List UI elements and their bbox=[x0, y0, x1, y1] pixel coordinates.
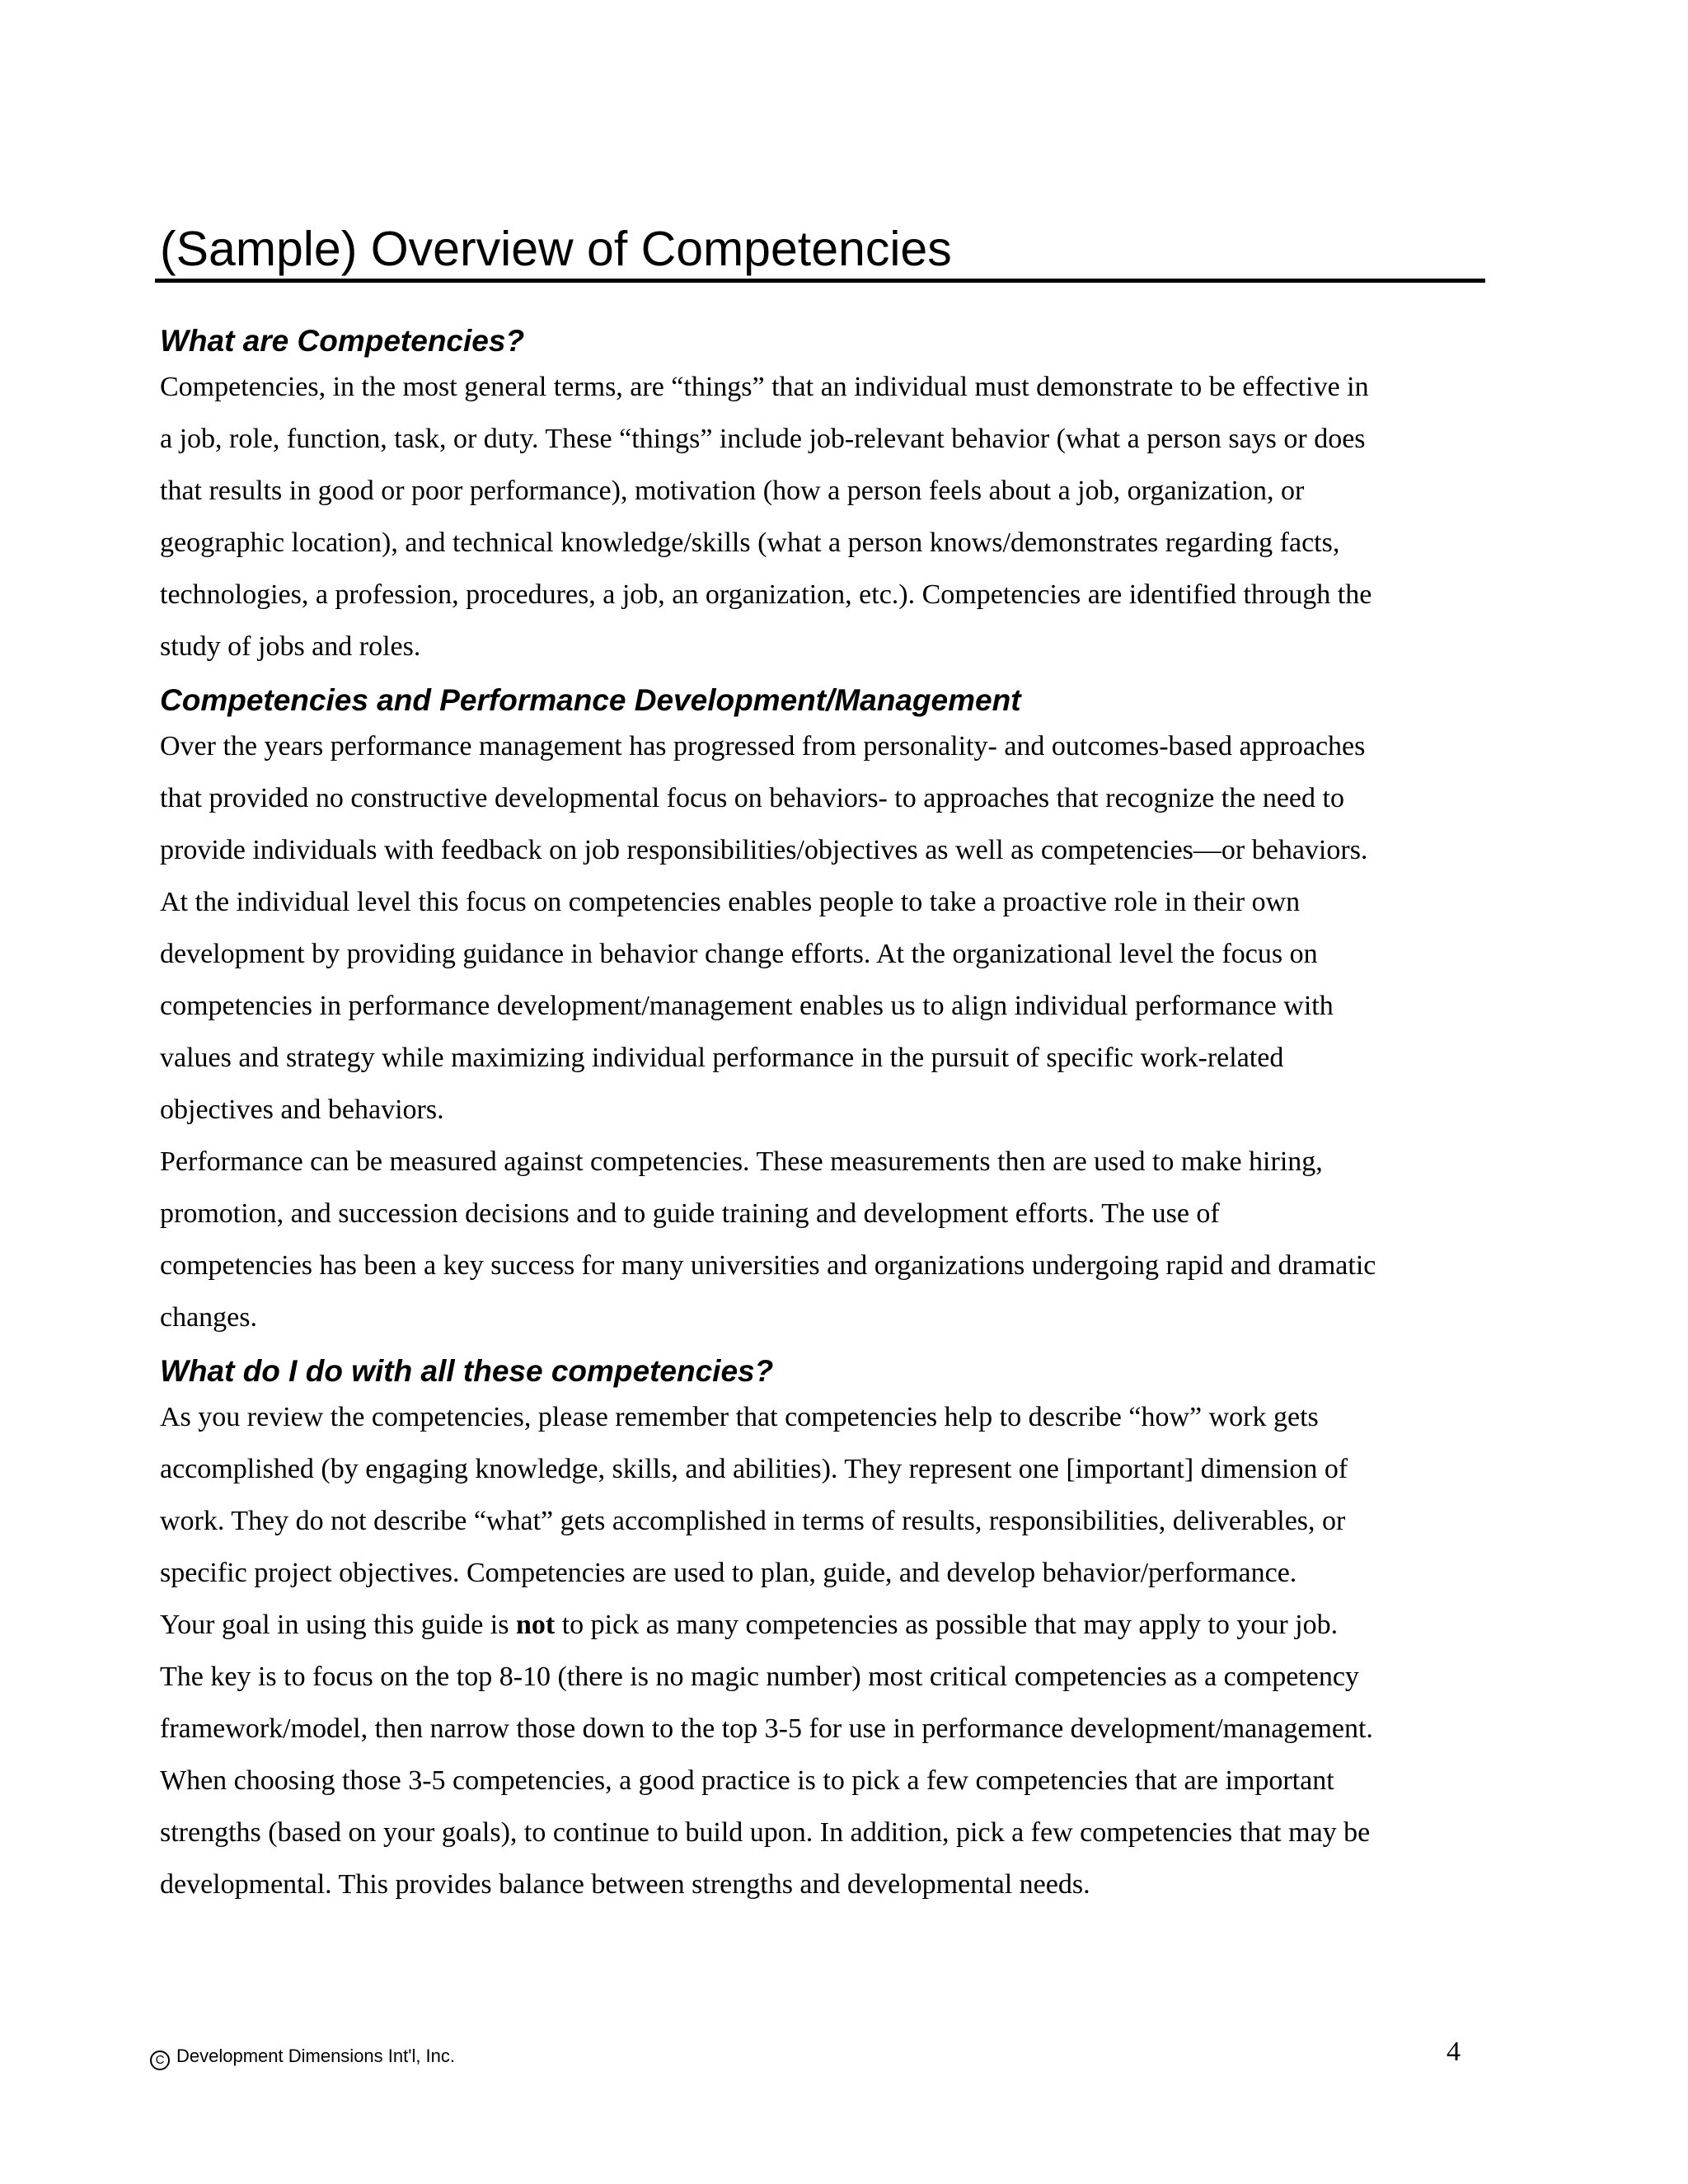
paragraph bbox=[160, 1136, 1495, 1343]
paragraph bbox=[160, 1599, 1495, 1910]
text-line: that provided no constructive developmental focus on behaviors- to approaches that recognize the need to bbox=[160, 783, 1344, 813]
text-line: competencies has been a key success for many universities and organizations undergoing rapid and dramatic bbox=[160, 1250, 1376, 1281]
document-body bbox=[160, 321, 1495, 1910]
text-line: geographic location), and technical knowledge/skills (what a person knows/demonstrates regarding facts, bbox=[160, 527, 1340, 558]
text-line: that results in good or poor performance), motivation (how a person feels about a job, organization, or bbox=[160, 476, 1305, 506]
text-line: specific project objectives. Competencies are used to plan, guide, and develop behavior/performance. bbox=[160, 1558, 1297, 1588]
title-underline bbox=[155, 279, 1485, 283]
paragraph bbox=[160, 1391, 1495, 1599]
text-line: developmental. This provides balance between strengths and developmental needs. bbox=[160, 1869, 1090, 1900]
footer-company: Development Dimensions Int'l, Inc. bbox=[176, 2046, 456, 2066]
paragraph bbox=[160, 361, 1495, 673]
text-line: When choosing those 3-5 competencies, a good practice is to pick a few competencies that are important bbox=[160, 1765, 1334, 1796]
page-title: (Sample) Overview of Competencies bbox=[160, 222, 952, 276]
text-line: study of jobs and roles. bbox=[160, 631, 421, 662]
page-number: 4 bbox=[1447, 2036, 1461, 2067]
text-line: changes. bbox=[160, 1302, 258, 1333]
text-line: objectives and behaviors. bbox=[160, 1094, 444, 1125]
text-line: At the individual level this focus on competencies enables people to take a proactive role in their own bbox=[160, 887, 1301, 917]
section-heading: What do I do with all these competencies? bbox=[160, 1354, 774, 1388]
section-heading: What are Competencies? bbox=[160, 324, 525, 358]
text-line: development by providing guidance in behavior change efforts. At the organizational level the focus on bbox=[160, 939, 1318, 969]
text-line: values and strategy while maximizing individual performance in the pursuit of specific work-related bbox=[160, 1043, 1284, 1073]
section-what-are-competencies bbox=[160, 321, 1495, 673]
text-line: a job, role, function, task, or duty. These “things” include job-relevant behavior (what a person says or does bbox=[160, 424, 1366, 454]
copyright-icon: C bbox=[150, 2050, 170, 2070]
text-line: framework/model, then narrow those down to the top 3-5 for use in performance development/management. bbox=[160, 1713, 1373, 1744]
goal-text-before: Your goal in using this guide is bbox=[160, 1610, 516, 1640]
section-performance-development bbox=[160, 681, 1495, 1343]
text-line: Over the years performance management has progressed from personality- and outcomes-based approaches bbox=[160, 731, 1366, 762]
text-line: technologies, a profession, procedures, a job, an organization, etc.). Competencies are identified through the bbox=[160, 579, 1372, 610]
text-line: The key is to focus on the top 8-10 (there is no magic number) most critical competencies as a competency bbox=[160, 1661, 1359, 1692]
text-line: As you review the competencies, please remember that competencies help to describe “how” work gets bbox=[160, 1402, 1319, 1432]
section-heading: Competencies and Performance Development/Management bbox=[160, 683, 1021, 717]
text-line: Performance can be measured against competencies. These measurements then are used to make hiring, bbox=[160, 1146, 1323, 1177]
text-line: promotion, and succession decisions and to guide training and development efforts. The use of bbox=[160, 1198, 1220, 1229]
text-line: provide individuals with feedback on job responsibilities/objectives as well as competencies—or behaviors. bbox=[160, 835, 1368, 865]
footer-copyright bbox=[150, 2044, 455, 2070]
text-line: work. They do not describe “what” gets accomplished in terms of results, responsibilities, deliverables, or bbox=[160, 1506, 1346, 1536]
goal-text-after: to pick as many competencies as possible that may apply to your job. bbox=[555, 1610, 1339, 1640]
text-line-goal bbox=[160, 1599, 1495, 1651]
emphasis-not: not bbox=[515, 1610, 556, 1640]
paragraph bbox=[160, 720, 1495, 1136]
section-what-do-i-do bbox=[160, 1352, 1495, 1910]
text-line: accomplished (by engaging knowledge, skills, and abilities). They represent one [important] dimension of bbox=[160, 1454, 1348, 1484]
text-line: strengths (based on your goals), to continue to build upon. In addition, pick a few competencies that may be bbox=[160, 1817, 1371, 1848]
text-line: competencies in performance development/management enables us to align individual performance with bbox=[160, 991, 1334, 1021]
text-line: Competencies, in the most general terms, are “things” that an individual must demonstrate to be effective in bbox=[160, 372, 1369, 402]
